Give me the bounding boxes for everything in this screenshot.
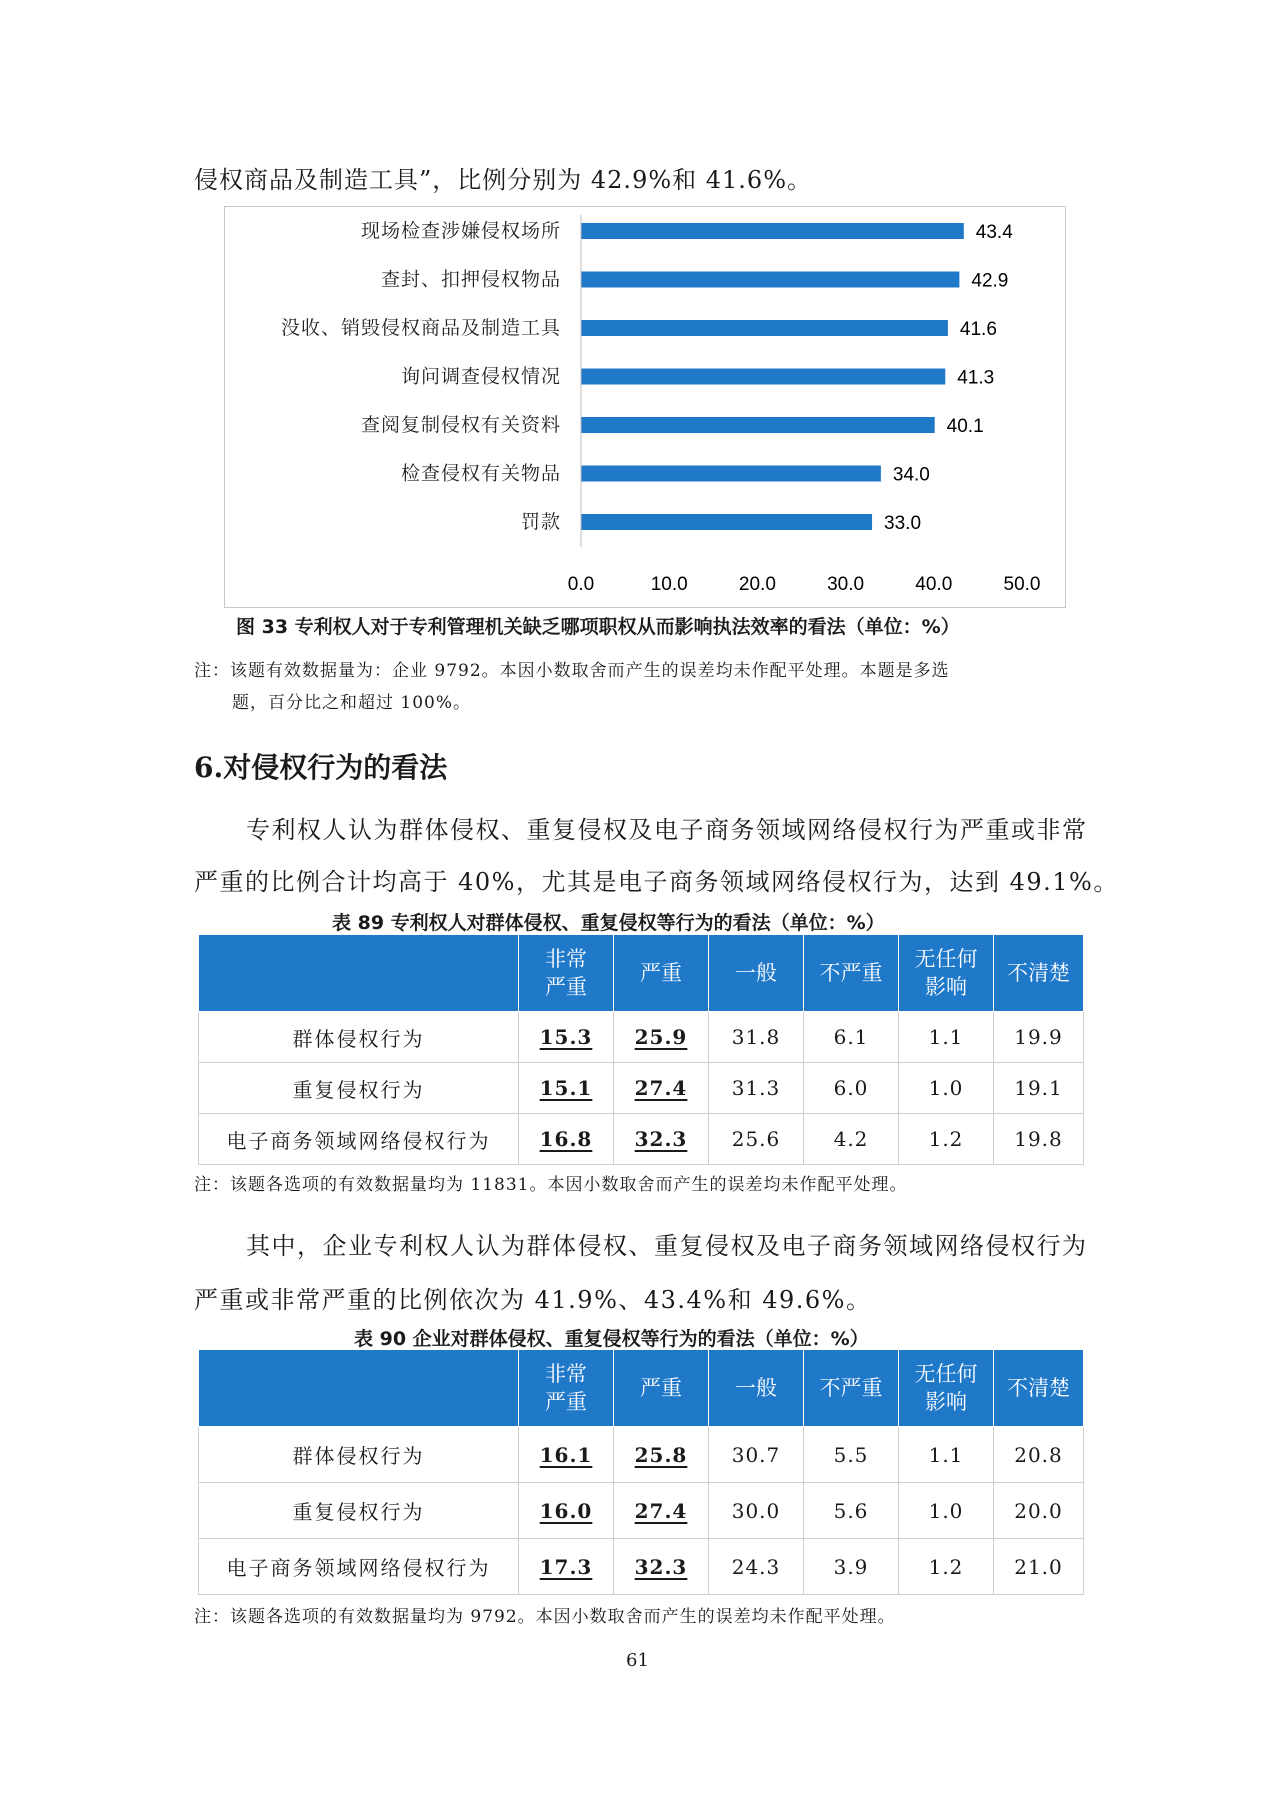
header-cell: 严重 bbox=[614, 1350, 709, 1427]
bar-chart bbox=[224, 206, 1066, 608]
figure-note: 注：该题有效数据量为：企业 9792。本因小数取舍而产生的误差均未作配平处理。本题是多选 bbox=[194, 661, 950, 681]
value-label: 43.4 bbox=[975, 222, 1013, 243]
value-label: 40.1 bbox=[946, 416, 984, 437]
table-90-note: 注：该题各选项的有效数据量均为 9792。本因小数取舍而产生的误差均未作配平处理。 bbox=[194, 1607, 896, 1627]
table-row bbox=[199, 1012, 1084, 1063]
row-label: 群体侵权行为 bbox=[199, 1427, 519, 1483]
table-cell: 21.0 bbox=[994, 1539, 1084, 1595]
header-cell: 严重 bbox=[614, 935, 709, 1012]
paragraph-1-line-2: 严重的比例合计均高于 40%，尤其是电子商务领域网络侵权行为，达到 49.1%。 bbox=[194, 868, 1119, 896]
row-label: 电子商务领域网络侵权行为 bbox=[199, 1539, 519, 1595]
table-cell: 16.1 bbox=[519, 1427, 614, 1483]
category-label: 罚款 bbox=[520, 511, 561, 533]
x-tick-label: 10.0 bbox=[650, 574, 688, 595]
table-90 bbox=[198, 1349, 1084, 1595]
value-label: 41.3 bbox=[957, 367, 995, 389]
category-label: 查阅复制侵权有关资料 bbox=[360, 414, 561, 436]
table-row bbox=[199, 1539, 1084, 1595]
header-cell: 一般 bbox=[709, 935, 804, 1012]
header-cell: 不严重 bbox=[804, 935, 899, 1012]
paragraph-1-line-1: 专利权人认为群体侵权、重复侵权及电子商务领域网络侵权行为严重或非常 bbox=[246, 816, 1088, 844]
row-label: 电子商务领域网络侵权行为 bbox=[199, 1114, 519, 1165]
x-tick-label: 50.0 bbox=[1003, 574, 1041, 595]
table-row bbox=[199, 1427, 1084, 1483]
bar bbox=[581, 223, 964, 239]
x-tick-label: 30.0 bbox=[827, 574, 865, 595]
table-cell: 24.3 bbox=[709, 1539, 804, 1595]
table-cell: 20.0 bbox=[994, 1483, 1084, 1539]
header-cell-blank bbox=[199, 1350, 519, 1427]
table-row bbox=[199, 1483, 1084, 1539]
table-cell: 16.0 bbox=[519, 1483, 614, 1539]
bar bbox=[581, 514, 872, 530]
category-label: 没收、销毁侵权商品及制造工具 bbox=[280, 317, 561, 339]
header-cell: 不清楚 bbox=[994, 1350, 1084, 1427]
table-cell: 19.8 bbox=[994, 1114, 1084, 1165]
paragraph-2-line-1: 其中，企业专利权人认为群体侵权、重复侵权及电子商务领域网络侵权行为 bbox=[246, 1232, 1088, 1260]
value-label: 34.0 bbox=[892, 464, 930, 486]
table-cell: 15.3 bbox=[519, 1012, 614, 1063]
table-cell: 15.1 bbox=[519, 1063, 614, 1114]
table-cell: 32.3 bbox=[614, 1539, 709, 1595]
table-cell: 6.0 bbox=[804, 1063, 899, 1114]
figure-note-continued: 题，百分比之和超过 100%。 bbox=[232, 693, 472, 713]
table-cell: 25.9 bbox=[614, 1012, 709, 1063]
row-label: 重复侵权行为 bbox=[199, 1063, 519, 1114]
table-cell: 25.8 bbox=[614, 1427, 709, 1483]
value-label: 41.6 bbox=[959, 319, 997, 340]
table-cell: 16.8 bbox=[519, 1114, 614, 1165]
bar bbox=[581, 369, 945, 385]
table-header-row bbox=[199, 1350, 1084, 1427]
header-cell: 不清楚 bbox=[994, 935, 1084, 1012]
bar bbox=[581, 272, 959, 288]
table-row bbox=[199, 1114, 1084, 1165]
table-cell: 1.2 bbox=[899, 1114, 994, 1165]
table-cell: 5.5 bbox=[804, 1427, 899, 1483]
table-cell: 20.8 bbox=[994, 1427, 1084, 1483]
bar bbox=[581, 417, 935, 433]
value-label: 42.9 bbox=[971, 270, 1009, 292]
table-cell: 32.3 bbox=[614, 1114, 709, 1165]
row-label: 群体侵权行为 bbox=[199, 1012, 519, 1063]
table-header-row bbox=[199, 935, 1084, 1012]
page-number: 61 bbox=[626, 1650, 649, 1671]
table-cell: 31.3 bbox=[709, 1063, 804, 1114]
table-cell: 4.2 bbox=[804, 1114, 899, 1165]
lead-text: 侵权商品及制造工具”，比例分别为 42.9%和 41.6%。 bbox=[194, 166, 813, 194]
table-89 bbox=[198, 934, 1084, 1165]
table-cell: 1.1 bbox=[899, 1427, 994, 1483]
bar bbox=[581, 466, 881, 482]
table-cell: 31.8 bbox=[709, 1012, 804, 1063]
table-cell: 19.9 bbox=[994, 1012, 1084, 1063]
table-cell: 6.1 bbox=[804, 1012, 899, 1063]
table-cell: 1.2 bbox=[899, 1539, 994, 1595]
section-heading: 6.对侵权行为的看法 bbox=[194, 751, 448, 784]
category-label: 现场检查涉嫌侵权场所 bbox=[360, 220, 561, 242]
table-cell: 30.0 bbox=[709, 1483, 804, 1539]
table-cell: 1.1 bbox=[899, 1012, 994, 1063]
paragraph-2-line-2: 严重或非常严重的比例依次为 41.9%、43.4%和 49.6%。 bbox=[194, 1286, 872, 1314]
table-cell: 30.7 bbox=[709, 1427, 804, 1483]
category-label: 检查侵权有关物品 bbox=[400, 462, 561, 485]
header-cell: 无任何 影响 bbox=[899, 1350, 994, 1427]
header-cell-blank bbox=[199, 935, 519, 1012]
header-cell: 不严重 bbox=[804, 1350, 899, 1427]
table-cell: 1.0 bbox=[899, 1063, 994, 1114]
table-cell: 27.4 bbox=[614, 1483, 709, 1539]
table-cell: 3.9 bbox=[804, 1539, 899, 1595]
table-cell: 17.3 bbox=[519, 1539, 614, 1595]
header-cell: 非常 严重 bbox=[519, 1350, 614, 1427]
x-tick-label: 40.0 bbox=[915, 574, 953, 595]
header-cell: 无任何 影响 bbox=[899, 935, 994, 1012]
category-label: 询问调查侵权情况 bbox=[400, 365, 561, 388]
table-cell: 1.0 bbox=[899, 1483, 994, 1539]
row-label: 重复侵权行为 bbox=[199, 1483, 519, 1539]
bar bbox=[581, 320, 948, 336]
table-row bbox=[199, 1063, 1084, 1114]
x-tick-label: 20.0 bbox=[738, 574, 776, 595]
table-cell: 19.1 bbox=[994, 1063, 1084, 1114]
header-cell: 非常 严重 bbox=[519, 935, 614, 1012]
figure-caption: 图 33 专利权人对于专利管理机关缺乏哪项职权从而影响执法效率的看法（单位：%） bbox=[236, 616, 960, 638]
bar-chart-svg bbox=[225, 207, 1065, 607]
category-label: 查封、扣押侵权物品 bbox=[380, 268, 561, 291]
table-89-note: 注：该题各选项的有效数据量均为 11831。本因小数取舍而产生的误差均未作配平处理。 bbox=[194, 1175, 908, 1195]
header-cell: 一般 bbox=[709, 1350, 804, 1427]
table-90-caption: 表 90 企业对群体侵权、重复侵权等行为的看法（单位：%） bbox=[354, 1328, 869, 1350]
table-cell: 5.6 bbox=[804, 1483, 899, 1539]
value-label: 33.0 bbox=[884, 513, 922, 534]
x-tick-label: 0.0 bbox=[567, 574, 595, 595]
table-89-caption: 表 89 专利权人对群体侵权、重复侵权等行为的看法（单位：%） bbox=[332, 912, 885, 934]
table-cell: 25.6 bbox=[709, 1114, 804, 1165]
table-cell: 27.4 bbox=[614, 1063, 709, 1114]
